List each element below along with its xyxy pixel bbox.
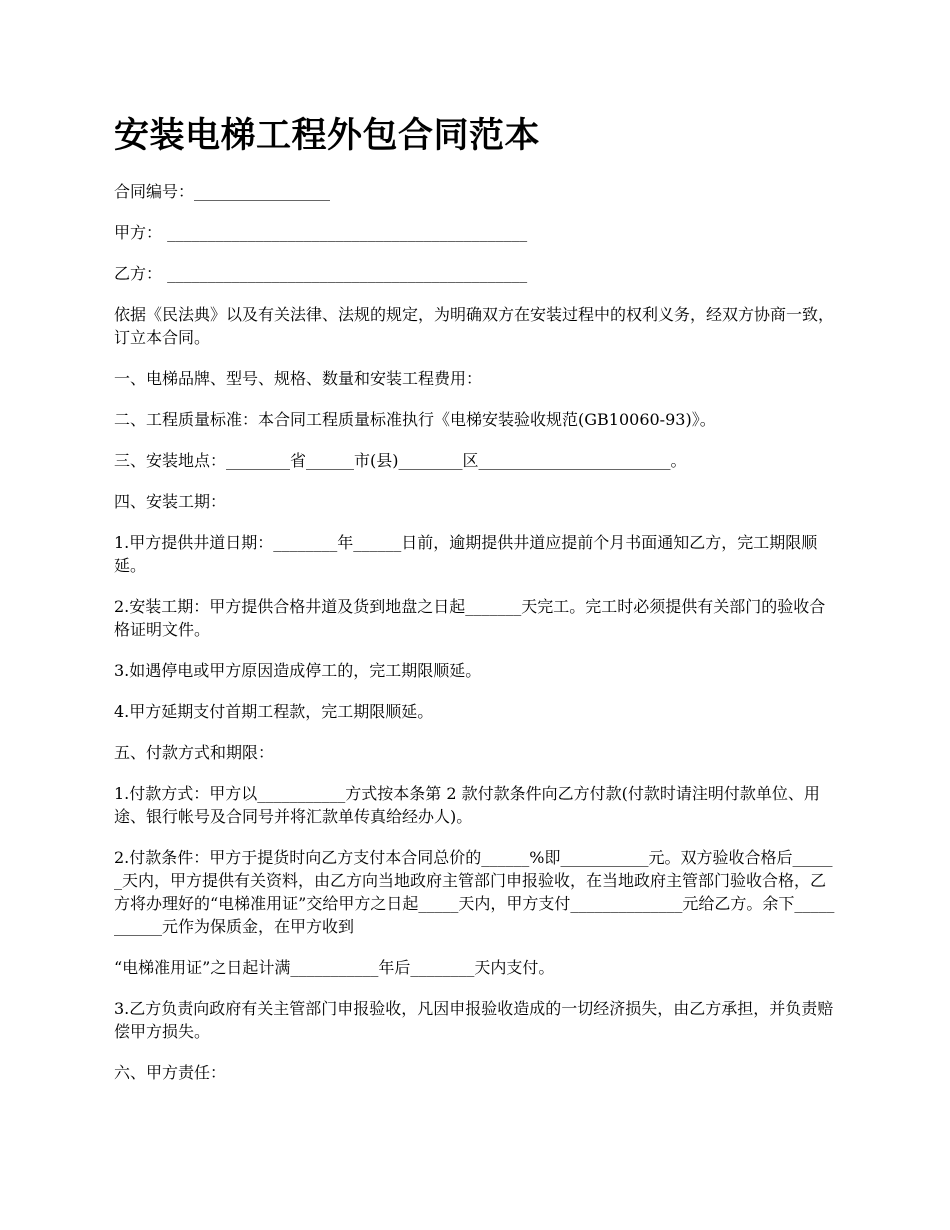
section-5-item-2-continued: “电梯准用证”之日起计满___________年后________天内支付。: [114, 958, 555, 977]
section-4-heading: 四、安装工期：: [114, 492, 227, 511]
section-5-item-1: 1.付款方式：甲方以___________方式按本条第 2 款付款条件向乙方付款(付款时请注明付款单位、用途、银行帐号及合同号并将汇款单传真给经办人)。: [114, 784, 820, 826]
section-6-heading: 六、甲方责任：: [114, 1063, 227, 1082]
contract-page: [114, 112, 840, 1102]
section-3-paragraph: 三、安装地点：________省______市(县)________区________________________。: [114, 451, 687, 470]
contract-number-line: 合同编号：_________________: [114, 182, 331, 201]
section-5-heading: 五、付款方式和期限：: [114, 743, 275, 762]
section-4-item-1: 1.甲方提供井道日期：________年______日前，逾期提供井道应提前个月书面通知乙方，完工期限顺延。: [114, 533, 818, 575]
section-4-item-3: 3.如遇停电或甲方原因造成停工的，完工期限顺延。: [114, 661, 482, 680]
section-2-paragraph: 二、工程质量标准：本合同工程质量标准执行《电梯安装验收规范(GB10060-93)》。: [114, 410, 716, 429]
preamble-paragraph: 依据《民法典》以及有关法律、法规的规定，为明确双方在安装过程中的权利义务，经双方协商一致，订立本合同。: [114, 305, 835, 347]
section-4-item-4: 4.甲方延期支付首期工程款，完工期限顺延。: [114, 702, 434, 721]
section-5-item-3: 3.乙方负责向政府有关主管部门申报验收，凡因申报验收造成的一切经济损失，由乙方承担，并负责赔偿甲方损失。: [114, 999, 834, 1041]
section-4-item-2: 2.安装工期：甲方提供合格井道及货到地盘之日起_______天完工。完工时必须提供有关部门的验收合格证明文件。: [114, 597, 826, 639]
party-b-line: 乙方： _____________________________________________: [114, 264, 528, 283]
document-title: 安装电梯工程外包合同范本: [114, 116, 541, 156]
section-1-heading: 一、电梯品牌、型号、规格、数量和安装工程费用：: [114, 369, 483, 388]
section-5-item-2: 2.付款条件：甲方于提货时向乙方支付本合同总价的______%即___________元。双方验收合格后______天内，甲方提供有关资料，由乙方向当地政府主管部门申报验收，在当地政府主管部门验收合格，乙方将办理好的“电梯准用证”交给甲方之日起_____天内，甲方支付______________元给乙方。余下___________元作为保质金，在甲方收到: [114, 848, 835, 936]
party-a-line: 甲方： _____________________________________________: [114, 223, 528, 242]
